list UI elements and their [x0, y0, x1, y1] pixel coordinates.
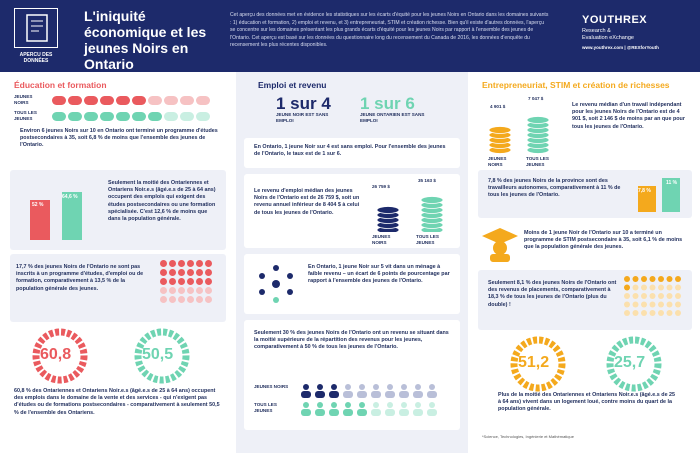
emp-text-4: Seulement 30 % des jeunes Noirs de l'Ontario ont un revenu se situant dans la moitié supérieure de la répartition des revenus pour les jeunes, comparativement à 50 % de tous les jeunes de l'Ontario.	[254, 330, 449, 351]
brand-name: YOUTHREX	[582, 14, 648, 26]
ent-stat-circle-all	[604, 334, 664, 394]
graduate-pill	[164, 96, 178, 105]
person-body	[427, 409, 437, 416]
grid-dot	[641, 293, 647, 299]
person-body	[301, 409, 311, 416]
emp-label-all: TOUS LES JEUNES	[416, 234, 439, 245]
graduate-pill	[196, 112, 210, 121]
grid-dot	[160, 278, 167, 285]
grid-dot	[169, 296, 176, 303]
grid-dot	[160, 269, 167, 276]
person-icon	[303, 402, 309, 408]
people-pictogram	[300, 380, 450, 424]
ent-card-2	[478, 170, 692, 218]
bar-all-value: 64,6 %	[62, 194, 78, 200]
person-body	[343, 391, 353, 398]
graduate-pill	[132, 112, 146, 121]
grid-dot	[160, 287, 167, 294]
person-body	[329, 391, 339, 398]
coin	[377, 207, 399, 214]
grid-dot	[658, 285, 664, 291]
ent-text-5: Plus de la moitié des Ontariennes et Ontariens Noir.e.s (âgé.e.s de 25 à 64 ans) vivent dans un logement loué, contre moins du quart de la population générale.	[498, 392, 676, 413]
person-icon	[415, 402, 421, 408]
grid-dot	[196, 287, 203, 294]
graduate-pill	[116, 112, 130, 121]
income-black-value: 26 759 $	[372, 184, 390, 189]
unemployment-stat-black: 1 sur 4	[276, 94, 331, 113]
unemployment-stat-all: 1 sur 6	[360, 94, 415, 113]
grid-dot	[658, 302, 664, 308]
person-icon	[317, 384, 323, 390]
edu-label-all: TOUS LES JEUNES	[14, 110, 37, 121]
person-icon	[387, 402, 393, 408]
grid-dot	[624, 310, 630, 316]
graduate-pill	[132, 96, 146, 105]
brand-sub1: Research &	[582, 28, 611, 34]
grid-dot	[675, 302, 681, 308]
stat-circle-all	[132, 326, 192, 386]
grid-dot	[633, 310, 639, 316]
person-icon	[331, 384, 337, 390]
grid-dot	[641, 310, 647, 316]
graduate-pill	[68, 96, 82, 105]
edu-text-4: 60,8 % des Ontariennes et Ontariens Noir.e.s (âgé.e.s de 25 à 64 ans) occupent des emplois dans le domaine de la vente et des services - qui n'exigent pas d'études ou de formations postsecondaires - comparativement à seulement 50,5 % de l'ensemble des Ontariens.	[14, 388, 220, 416]
ent-card-4	[478, 270, 692, 330]
unemployment-label-black: JEUNE NOIR EST SANS EMPLOI	[276, 112, 329, 123]
header	[0, 0, 700, 72]
grid-dot	[667, 302, 673, 308]
grid-dot	[196, 260, 203, 267]
grid-dot	[658, 293, 664, 299]
graduate-pill	[116, 96, 130, 105]
logo-caption: APERCU DES DONNÉES	[19, 52, 53, 64]
graduate-pill	[52, 112, 66, 121]
ent-text-2: 7,8 % des jeunes Noirs de la province sont des travailleurs autonomes, comparativement à 11 % de tous les jeunes de l'Ontario.	[488, 178, 621, 199]
ent-income-black: 4 901 $	[490, 104, 506, 109]
grid-dot	[675, 285, 681, 291]
stat-circle-black	[30, 326, 90, 386]
person-icon	[429, 402, 435, 408]
coin-stacks	[374, 192, 454, 232]
person-icon	[303, 384, 309, 390]
emp-row-label-all: TOUS LES JEUNES	[254, 402, 277, 413]
grid-dot	[160, 296, 167, 303]
ent-stat-all-value: 25,7	[614, 354, 646, 371]
graduate-pill	[148, 112, 162, 121]
data-overview-logo	[14, 8, 58, 48]
people-circle-icon	[256, 264, 296, 304]
graduate-pill	[148, 96, 162, 105]
ent-stat-circle-black	[508, 334, 568, 394]
graduate-pill	[100, 96, 114, 105]
grid-dot	[169, 269, 176, 276]
grid-dot	[178, 269, 185, 276]
grid-dot	[187, 269, 194, 276]
grid-dot	[667, 285, 673, 291]
grid-dot	[650, 276, 656, 282]
person-icon	[359, 402, 365, 408]
emp-text-2: Le revenu d'emploi médian des jeunes Noirs de l'Ontario est de 26 759 $, soit un revenu annuel inférieur de 8 404 $ à celui de tous les jeunes de l'Ontario.	[254, 188, 360, 216]
person-icon	[345, 402, 351, 408]
edu-text-2: Seulement la moitié des Ontariennes et Ontariens Noir.e.s (âgé.e.s de 25 à 64 ans) occupent des emplois qui exigent des études postsecondaires ou une formation spécialisée. C'est 12,6 % de moins que dans la population générale.	[108, 180, 216, 223]
grid-dot	[667, 293, 673, 299]
grid-dot	[641, 285, 647, 291]
person-icon	[359, 384, 365, 390]
grid-dot	[633, 285, 639, 291]
grid-dot	[178, 296, 185, 303]
person-body	[427, 391, 437, 398]
ent-income-all: 7 047 $	[528, 96, 544, 101]
edu-card-2	[10, 170, 226, 250]
person-icon	[345, 384, 351, 390]
graduate-icon	[480, 224, 520, 264]
person-body	[357, 391, 367, 398]
grid-dot	[624, 293, 630, 299]
person-body	[329, 409, 339, 416]
person-icon	[387, 384, 393, 390]
grid-dot	[633, 293, 639, 299]
emp-card-3	[244, 254, 460, 314]
ent-text-3: Moins de 1 jeune Noir de l'Ontario sur 10 a terminé un programme de STIM postsecondaire à 35, soit 6,1 % de moins que la population générale des jeunes.	[524, 230, 683, 251]
grid-dot	[633, 276, 639, 282]
person-icon	[429, 384, 435, 390]
person-icon	[415, 384, 421, 390]
neet-dot-grid	[160, 260, 220, 316]
intro-text: Cet aperçu des données met en évidence les statistiques sur les écarts d'équité pour les jeunes Noirs en Ontario dans les domaines suivants : 1) éducation et formation, 2) emploi et revenu, et 3) entrepreneuriat, STIM et création richesse. Bien qu'il existe d'autres données, l'aperçu se concentre sur les domaines présentant les plus grands écarts d'équité pour les jeunes Noirs par rapport à l'ensemble des jeunes de l'Ontario. Cet aperçu est basé sur les données du questionnaire long du recensement du Canada de 2016, les données d'enquête du recensement les plus récentes disponibles.	[230, 12, 549, 48]
person-body	[301, 391, 311, 398]
person-body	[343, 409, 353, 416]
grid-dot	[205, 260, 212, 267]
person-icon	[373, 384, 379, 390]
footnote: *Science, Technologies, Ingénierie et Mathématique	[482, 434, 574, 439]
emp-row-label-black: JEUNES NOIRS	[254, 384, 289, 389]
person-icon	[401, 384, 407, 390]
coin	[421, 197, 443, 204]
graduate-pill	[84, 96, 98, 105]
grid-dot	[187, 296, 194, 303]
person-body	[413, 391, 423, 398]
grid-dot	[205, 296, 212, 303]
grid-dot	[641, 276, 647, 282]
grid-dot	[205, 278, 212, 285]
grid-dot	[196, 269, 203, 276]
grid-dot	[169, 260, 176, 267]
person-body	[371, 409, 381, 416]
bar-black-value: 52 %	[32, 202, 44, 208]
grid-dot	[624, 285, 630, 291]
education-column	[0, 72, 236, 453]
grid-dot	[675, 276, 681, 282]
person-body	[357, 409, 367, 416]
grid-dot	[205, 269, 212, 276]
stat-all-value: 50,5	[142, 346, 174, 363]
coin	[527, 117, 549, 124]
grid-dot	[650, 310, 656, 316]
employment-column	[236, 72, 468, 453]
grid-dot	[650, 302, 656, 308]
grid-dot	[160, 260, 167, 267]
ent-label-all: TOUS LES JEUNES	[526, 156, 549, 167]
emp-label-black: JEUNES NOIRS	[372, 234, 391, 245]
edu-pictogram-all	[52, 112, 210, 121]
grid-dot	[675, 293, 681, 299]
grid-dot	[675, 310, 681, 316]
stat-black-value: 60,8	[40, 346, 72, 363]
grid-dot	[667, 276, 673, 282]
person-body	[399, 391, 409, 398]
grid-dot	[650, 285, 656, 291]
grid-dot	[641, 302, 647, 308]
grid-dot	[667, 310, 673, 316]
ent-text-4: Seulement 8,1 % des jeunes Noirs de l'Ontario ont des revenus de placements, comparativement à 18,3 % de tous les jeunes de l'Ontario (plus du double) !	[488, 280, 617, 308]
person-body	[413, 409, 423, 416]
grid-dot	[205, 287, 212, 294]
graduate-pill	[164, 112, 178, 121]
grid-dot	[178, 260, 185, 267]
edu-card-3	[10, 254, 226, 322]
income-all-value: 35 163 $	[418, 178, 436, 183]
emp-card-2	[244, 174, 460, 248]
person-icon	[317, 402, 323, 408]
grid-dot	[650, 293, 656, 299]
graduate-pill	[196, 96, 210, 105]
ent-coin-stacks	[486, 112, 566, 156]
coin	[489, 127, 511, 134]
unemployment-label-all: JEUNE ONTARIEN EST SANS EMPLOI	[360, 112, 425, 123]
ent-text-1: Le revenu médian d'un travail indépendant pour les jeunes Noirs de l'Ontario est de 4 901 $, soit 2 146 $ de moins par an que pour tous les jeunes de l'Ontario.	[572, 102, 685, 130]
grid-dot	[624, 276, 630, 282]
brand-links[interactable]: www.youthrex.com | @REXforYouth	[582, 45, 659, 50]
graduate-pill	[180, 96, 194, 105]
edu-label-black: JEUNES NOIRS	[14, 94, 33, 105]
employment-title: Emploi et revenu	[258, 80, 327, 90]
youthrex-brand[interactable]	[582, 14, 692, 50]
grid-dot	[658, 310, 664, 316]
ent-bar-black-value: 7,8 %	[638, 188, 651, 194]
person-icon	[331, 402, 337, 408]
graduate-pill	[68, 112, 82, 121]
brand-sub2: Evaluation eXchange	[582, 35, 634, 41]
entrepreneurship-title: Entrepreneuriat, STIM et création de richesses	[482, 80, 670, 90]
education-title: Éducation et formation	[14, 80, 107, 90]
grid-dot	[624, 302, 630, 308]
grid-dot	[187, 278, 194, 285]
graduate-pill	[180, 112, 194, 121]
grid-dot	[178, 287, 185, 294]
grid-dot	[196, 278, 203, 285]
edu-text-1: Environ 6 jeunes Noirs sur 10 en Ontario ont terminé un programme d'études postsecondaires à 35, soit 6,8 % de moins que l'ensemble des jeunes de l'Ontario.	[20, 128, 218, 149]
person-body	[399, 409, 409, 416]
person-body	[385, 409, 395, 416]
edu-text-3: 17,7 % des jeunes Noirs de l'Ontario ne sont pas inscrits à un programme d'études, d'emploi ou de formation, comparativement à 13,5 % de la population générale des jeunes.	[16, 264, 144, 292]
emp-text-3: En Ontario, 1 jeune Noir sur 5 vit dans un ménage à faible revenu – un écart de 6 points de pourcentage par rapport à l'ensemble des jeunes de l'Ontario.	[308, 264, 450, 285]
emp-text-1: En Ontario, 1 jeune Noir sur 4 est sans emploi. Pour l'ensemble des jeunes de l'Ontario, le taux est de 1 sur 6.	[254, 144, 446, 158]
grid-dot	[169, 278, 176, 285]
emp-card-1	[244, 138, 460, 168]
emp-card-4	[244, 320, 460, 430]
ent-bar-all-value: 11 %	[666, 180, 678, 186]
person-icon	[373, 402, 379, 408]
person-icon	[401, 402, 407, 408]
grid-dot	[633, 302, 639, 308]
grid-dot	[187, 287, 194, 294]
grid-dot	[169, 287, 176, 294]
edu-pictogram-black	[52, 96, 210, 105]
grid-dot	[187, 260, 194, 267]
person-body	[385, 391, 395, 398]
graduate-pill	[84, 112, 98, 121]
graduate-pill	[52, 96, 66, 105]
ent-stat-black-value: 51,2	[518, 354, 550, 371]
ent-label-black: JEUNES NOIRS	[488, 156, 507, 167]
person-body	[315, 391, 325, 398]
grid-dot	[196, 296, 203, 303]
entrepreneurship-column	[468, 72, 700, 453]
investment-dot-grid	[624, 276, 688, 326]
grid-dot	[178, 278, 185, 285]
grid-dot	[658, 276, 664, 282]
graduate-pill	[100, 112, 114, 121]
person-body	[371, 391, 381, 398]
person-body	[315, 409, 325, 416]
page-title: L'iniquité économique et les jeunes Noirs en Ontario	[84, 8, 207, 72]
